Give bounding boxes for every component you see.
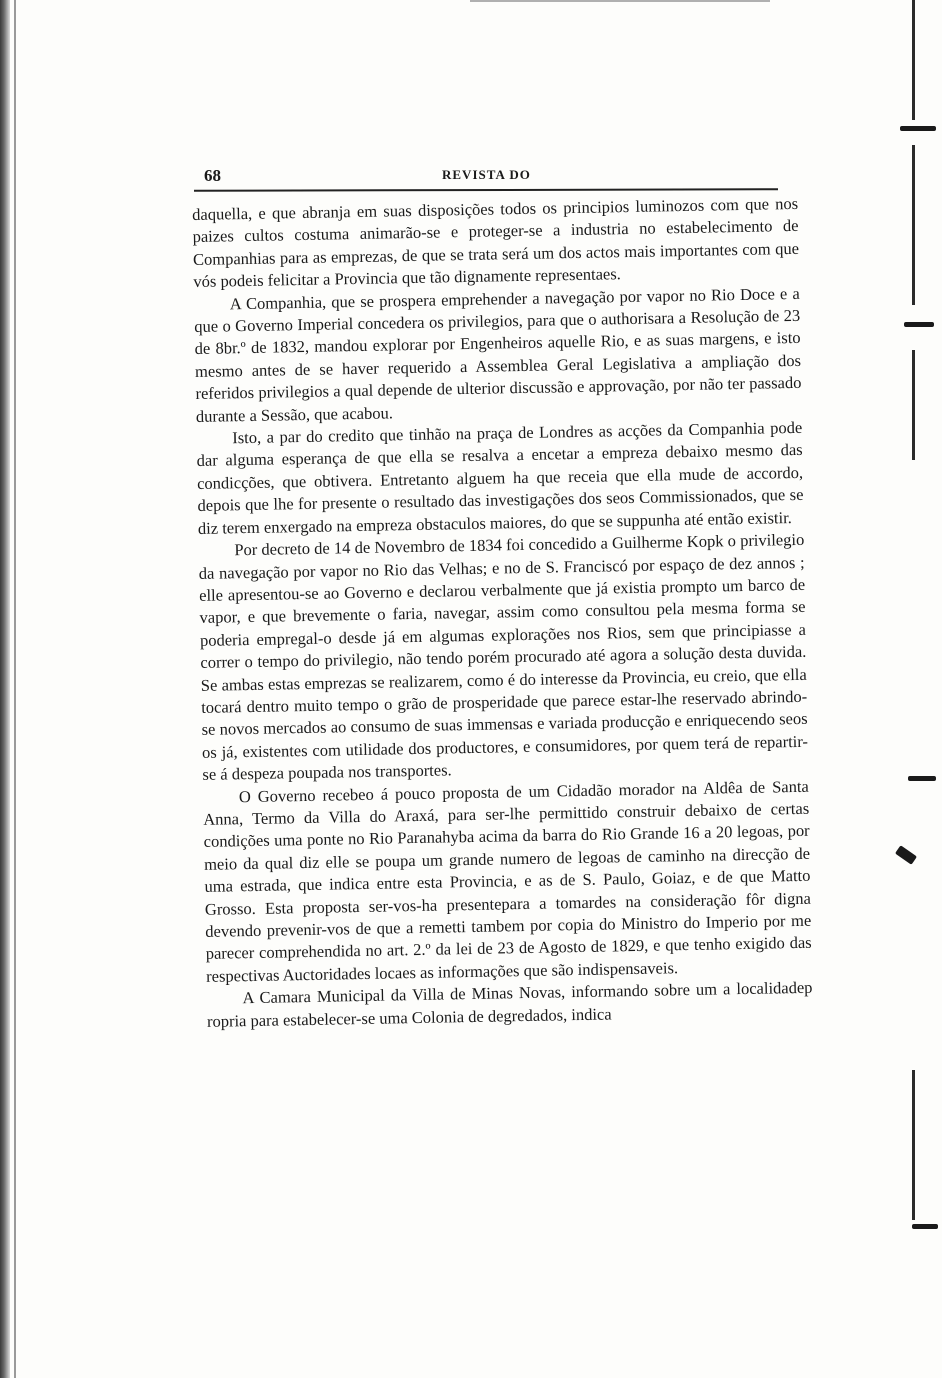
page-header [194,164,778,186]
scan-edge-mark [900,126,936,131]
paragraph: A Companhia, que se prospera emprehender a navegação por vapor no Rio Doce e a que o Governo Imperial concedera os privilegios, para que o authorisara a Resolução de 23 de 8br.º de 1832, mandou explorar por Engenheiros aquelle Rio, e as suas margens, e isto mesmo antes de se haver requerido a Assemblea Geral Legislativa a ampliação dos referidos privilegios a qual depende de ulterior discussão e approvação, por não ter passado durante a Sessão, que acabou. [194,283,802,426]
scan-top-edge [470,0,770,2]
paragraph: O Governo recebeo á pouco proposta de um Cidadão morador na Aldêa de Santa Anna, Termo da Villa do Araxá, para ser-lhe permittido construir debaixo de certas condições uma ponte no Rio Paranahyba acima da barra do Rio Grande 16 a 20 legoas, por meio da qual diz elle se poupa um grande numero de legoas de caminho na direcção de uma estrada, que indica entre esta Provincia, e as de S. Paulo, Goiaz, e de que Matto Grosso. Esta proposta ser-vos-ha presentepara a tomardes na consideração fôr digna devendo prevenir-vos de que a remetti tambem por copia do Ministro do Imperio por me parecer comprehendida no art. 2.º da lei de 23 de Agosto de 1829, e que tenho exigido das respectivas Auctoridades locaes as informações que são indispensaveis. [203,776,812,986]
paragraph: Por decreto de 14 de Novembro de 1834 foi concedido a Guilherme Kopk o privilegio da navegação por vapor no Rio das Velhas; e no de S. Franciscó por espaço de dez annos ; elle apresentou-se ao Governo e declarou verbalmente que já existia prompto um barco de vapor, e que brevemente o faria, navegar, assim como consultou pela mesma forma se poderia empregal-o desde já em algumas explorações nos Rios, sem que principiasse a correr o tempo do privilegio, não tendo porém procurado até agora a solução desta duvida. Se ambas estas emprezas se realizarem, como é do interesse da Provincia, eu creio, que ella tocará dentro muito tempo o grão de prosperidade que parece estar-lhe reservado abrindo-se novos mercados ao consumo de suas immensas e variada producção e enriquecendo seos os já, existentes com utilidade dos productores, e consumidores, por quem terá de repartir-se á despeza poupada nos transportes. [198,529,809,785]
running-head: REVISTA DO [442,167,531,182]
scan-right-edge-line [912,0,915,120]
scan-spine-line [14,0,16,1378]
header-rule [194,188,778,192]
paragraph: daquella, e que abranja em suas disposições todos os principios luminozos com que nos paizes cultos costuma animarão-se e proteger-se a industria no estabelecimento de Companhias para as emprezas, de que se trata será um dos actos mais importantes com que vós podeis felicitar a Provincia que tão dignamente representaes. [192,193,800,292]
page-number: 68 [204,166,221,185]
scan-edge-mark [912,1224,938,1229]
paragraph: A Camara Municipal da Villa de Minas Novas, informando sobre um a localidadep ropria para estabelecer-se uma Colonia de degredados, indica [206,977,813,1031]
scan-edge-mark [904,322,934,327]
scan-edge-mark [908,776,936,781]
paragraph: Isto, a par do credito que tinhão na praça de Londres as acções da Companhia pode dar alguma esperança de que ella se resalva a encetar a empreza debaixo mesmo das condicções, que obtivera. Entretanto alguem ha que receia que ella mude de accordo, depois que lhe for presente o resultado das investigações dos seos Commissionados, que se diz terem enxergado na empreza obstaculos maiores, do que se suppunha até então existir. [196,417,804,538]
scan-right-edge-line [912,1070,915,1220]
scan-right-edge-line [912,145,915,305]
scan-edge-mark [895,845,917,865]
body-text [192,193,813,1033]
scan-spine-shadow [0,0,10,1378]
scan-right-edge-line [912,350,915,460]
